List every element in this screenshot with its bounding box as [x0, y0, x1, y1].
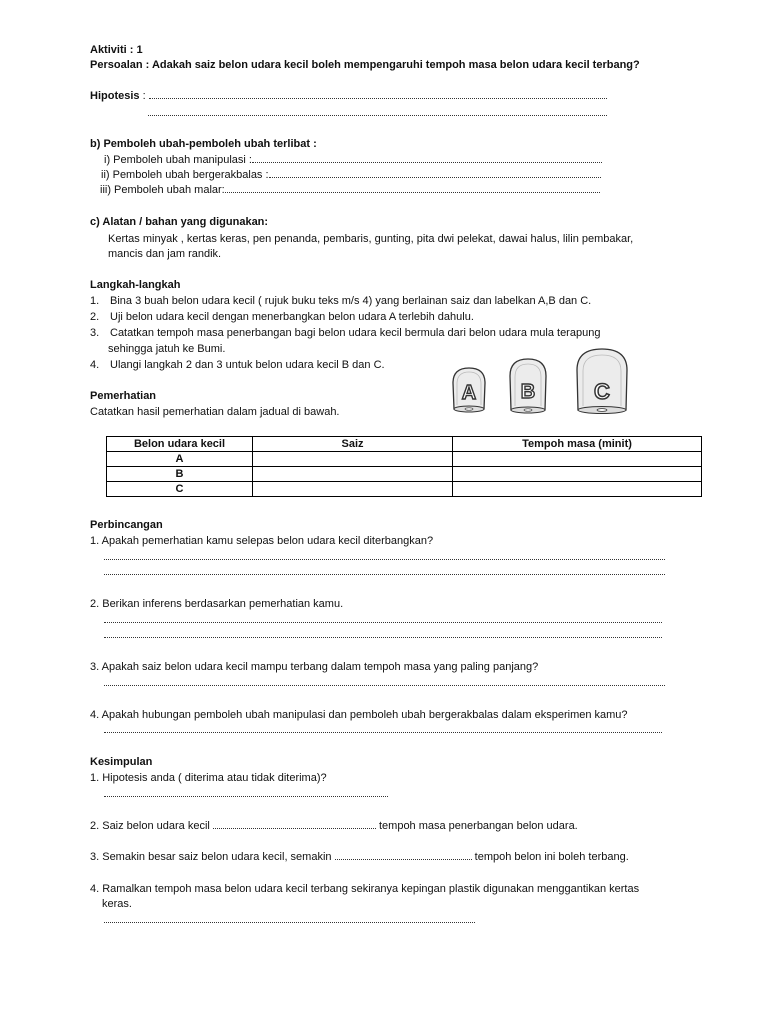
table-row — [107, 452, 702, 467]
step-3-text: Catatkan tempoh masa penerbangan bagi belon udara kecil bermula dari belon udara mula terapung — [110, 327, 601, 339]
step-3-text-cont: sehingga jatuh ke Bumi. — [108, 343, 226, 355]
step-4-num: 4. — [90, 359, 100, 371]
conclusion-heading: Kesimpulan — [90, 756, 153, 768]
balloon-a-illustration — [449, 365, 489, 415]
hypothesis-blank-1[interactable] — [149, 89, 607, 99]
duration-cell-b[interactable] — [453, 467, 702, 482]
materials-heading: c) Alatan / bahan yang digunakan: — [90, 216, 269, 228]
q1-answer-line-2[interactable] — [104, 574, 665, 575]
materials-line-2: mancis dan jam randik. — [108, 248, 222, 260]
materials-line-1: Kertas minyak , kertas keras, pen penanda, pembaris, gunting, pita dwi pelekat, dawai halus, lilin pembakar, — [108, 233, 634, 245]
conclusion-c4-line-1: 4. Ramalkan tempoh masa belon udara kecil terbang sekiranya kepingan plastik digunakan menggantikan kertas — [90, 883, 640, 895]
q2-answer-line-1[interactable] — [104, 622, 662, 623]
balloon-c-label: C — [594, 379, 610, 404]
size-cell-a[interactable] — [253, 452, 453, 467]
q3-answer-line[interactable] — [104, 685, 665, 686]
variable-manipulated: i) Pemboleh ubah manipulasi : — [104, 153, 602, 167]
balloon-b-illustration — [506, 356, 550, 416]
row-label-b: B — [107, 467, 253, 482]
discussion-heading: Perbincangan — [90, 519, 163, 531]
discussion-q4: 4. Apakah hubungan pemboleh ubah manipulasi dan pemboleh ubah bergerakbalas dalam eksperimen kamu? — [90, 709, 628, 721]
hypothesis-blank-2[interactable] — [148, 115, 607, 116]
constant-blank[interactable] — [225, 183, 600, 193]
size-cell-b[interactable] — [253, 467, 453, 482]
step-2-num: 2. — [90, 311, 100, 323]
observation-table — [106, 436, 702, 497]
q2-answer-line-2[interactable] — [104, 637, 662, 638]
conclusion-c3: 3. Semakin besar saiz belon udara kecil, semakin tempoh belon ini boleh terbang. — [90, 851, 629, 863]
variable-constant: iii) Pemboleh ubah malar: — [100, 183, 600, 197]
row-label-a: A — [107, 452, 253, 467]
step-3-num: 3. — [90, 327, 100, 339]
conclusion-c4-line-2: keras. — [102, 898, 132, 910]
observation-heading: Pemerhatian — [90, 390, 157, 402]
table-row — [107, 467, 702, 482]
hypothesis-label: Hipotesis — [90, 90, 140, 102]
question-statement: Persoalan : Adakah saiz belon udara kecil boleh mempengaruhi tempoh masa belon udara kecil terbang? — [90, 59, 640, 71]
conclusion-c2: 2. Saiz belon udara kecil tempoh masa penerbangan belon udara. — [90, 820, 578, 832]
step-2-text: Uji belon udara kecil dengan menerbangkan belon udara A terlebih dahulu. — [110, 311, 474, 323]
steps-heading: Langkah-langkah — [90, 279, 181, 291]
responding-blank[interactable] — [269, 168, 601, 178]
table-header-row — [107, 437, 702, 452]
conclusion-c1: 1. Hipotesis anda ( diterima atau tidak diterima)? — [90, 772, 327, 784]
hypothesis-row: Hipotesis : — [90, 89, 607, 103]
row-label-c: C — [107, 482, 253, 497]
manipulated-blank[interactable] — [252, 153, 602, 163]
step-1-text: Bina 3 buah belon udara kecil ( rujuk buku teks m/s 4) yang berlainan saiz dan labelkan A,B dan C. — [110, 295, 592, 307]
col-header-balloon: Belon udara kecil — [107, 437, 253, 452]
variable-responding: ii) Pemboleh ubah bergerakbalas : — [101, 168, 601, 182]
balloon-b-label: B — [520, 381, 536, 403]
balloon-c-illustration — [572, 346, 632, 416]
balloon-a-label: A — [461, 382, 477, 404]
q1-answer-line-1[interactable] — [104, 559, 665, 560]
step-4-text: Ulangi langkah 2 dan 3 untuk belon udara kecil B dan C. — [110, 359, 385, 371]
q4-answer-line[interactable] — [104, 732, 662, 733]
table-row — [107, 482, 702, 497]
duration-cell-a[interactable] — [453, 452, 702, 467]
col-header-duration: Tempoh masa (minit) — [453, 437, 702, 452]
duration-cell-c[interactable] — [453, 482, 702, 497]
discussion-q1: 1. Apakah pemerhatian kamu selepas belon udara kecil diterbangkan? — [90, 535, 434, 547]
c2-blank[interactable] — [213, 819, 376, 829]
c4-answer-line[interactable] — [104, 922, 475, 923]
discussion-q3: 3. Apakah saiz belon udara kecil mampu terbang dalam tempoh masa yang paling panjang? — [90, 661, 539, 673]
discussion-q2: 2. Berikan inferens berdasarkan pemerhatian kamu. — [90, 598, 344, 610]
c3-blank[interactable] — [335, 850, 472, 860]
size-cell-c[interactable] — [253, 482, 453, 497]
step-1-num: 1. — [90, 295, 100, 307]
observation-instruction: Catatkan hasil pemerhatian dalam jadual di bawah. — [90, 406, 340, 418]
col-header-size: Saiz — [253, 437, 453, 452]
variables-heading: b) Pemboleh ubah-pemboleh ubah terlibat : — [90, 138, 317, 150]
activity-title: Aktiviti : 1 — [90, 44, 143, 56]
c1-answer-line[interactable] — [104, 796, 388, 797]
